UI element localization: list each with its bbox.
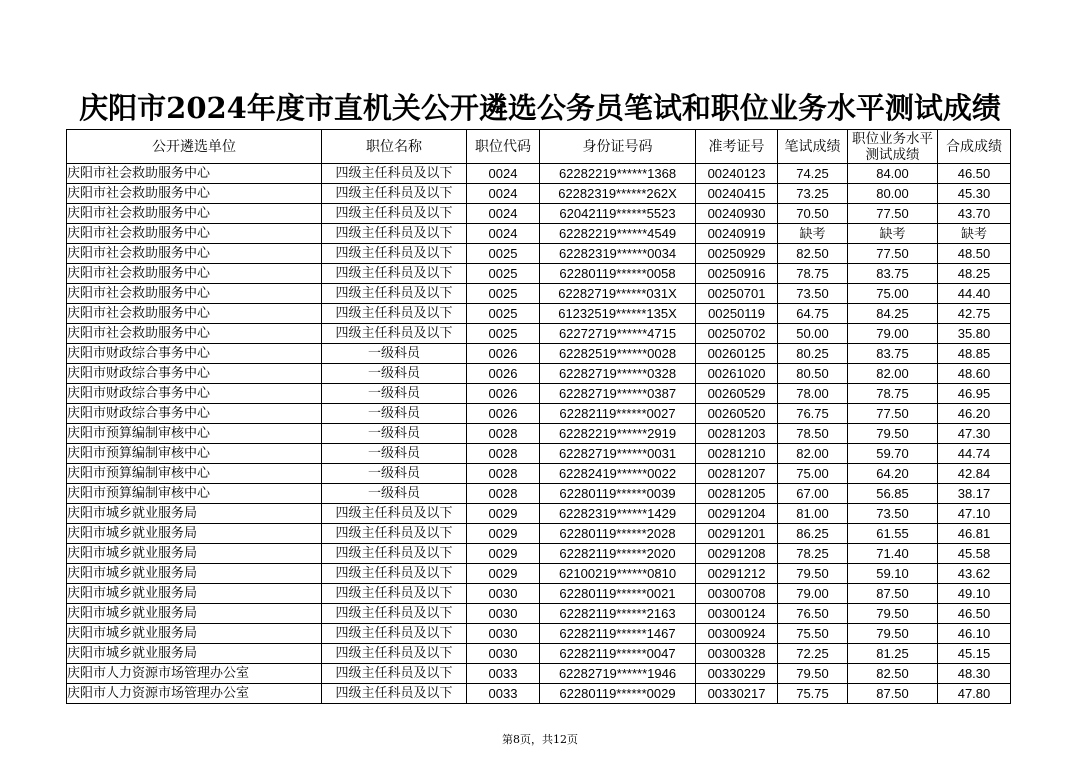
table-row bbox=[67, 184, 1011, 204]
unit-cell: 庆阳市社会救助服务中心 bbox=[67, 284, 322, 304]
table-row bbox=[67, 404, 1011, 424]
position-code-cell: 0024 bbox=[467, 184, 540, 204]
id-number-cell: 62100219******0810 bbox=[540, 564, 696, 584]
written-score-cell: 76.75 bbox=[778, 404, 848, 424]
position-cell: 一级科员 bbox=[322, 484, 467, 504]
table-row bbox=[67, 544, 1011, 564]
ticket-number-cell: 00240930 bbox=[696, 204, 778, 224]
id-number-cell: 62282319******1429 bbox=[540, 504, 696, 524]
ticket-number-cell: 00330229 bbox=[696, 664, 778, 684]
position-code-cell: 0026 bbox=[467, 384, 540, 404]
ticket-number-cell: 00291208 bbox=[696, 544, 778, 564]
table-row bbox=[67, 324, 1011, 344]
position-code-cell: 0030 bbox=[467, 644, 540, 664]
header-written-score: 笔试成绩 bbox=[778, 130, 848, 164]
table-row bbox=[67, 304, 1011, 324]
unit-cell: 庆阳市社会救助服务中心 bbox=[67, 204, 322, 224]
position-cell: 四级主任科员及以下 bbox=[322, 664, 467, 684]
skill-test-score-cell: 87.50 bbox=[848, 584, 938, 604]
skill-test-score-cell: 83.75 bbox=[848, 344, 938, 364]
skill-test-score-cell: 缺考 bbox=[848, 224, 938, 244]
table-row bbox=[67, 584, 1011, 604]
position-code-cell: 0033 bbox=[467, 664, 540, 684]
table-row bbox=[67, 664, 1011, 684]
position-cell: 四级主任科员及以下 bbox=[322, 584, 467, 604]
table-row bbox=[67, 204, 1011, 224]
id-number-cell: 62282419******0022 bbox=[540, 464, 696, 484]
header-id-number: 身份证号码 bbox=[540, 130, 696, 164]
position-code-cell: 0029 bbox=[467, 564, 540, 584]
table-row bbox=[67, 284, 1011, 304]
unit-cell: 庆阳市城乡就业服务局 bbox=[67, 524, 322, 544]
table-row bbox=[67, 684, 1011, 704]
unit-cell: 庆阳市财政综合事务中心 bbox=[67, 364, 322, 384]
combined-score-cell: 46.81 bbox=[938, 524, 1011, 544]
position-code-cell: 0029 bbox=[467, 504, 540, 524]
written-score-cell: 73.25 bbox=[778, 184, 848, 204]
unit-cell: 庆阳市社会救助服务中心 bbox=[67, 184, 322, 204]
unit-cell: 庆阳市城乡就业服务局 bbox=[67, 584, 322, 604]
skill-test-score-cell: 71.40 bbox=[848, 544, 938, 564]
skill-test-score-cell: 82.00 bbox=[848, 364, 938, 384]
id-number-cell: 62272719******4715 bbox=[540, 324, 696, 344]
combined-score-cell: 45.58 bbox=[938, 544, 1011, 564]
table-row bbox=[67, 484, 1011, 504]
unit-cell: 庆阳市财政综合事务中心 bbox=[67, 384, 322, 404]
header-position-code: 职位代码 bbox=[467, 130, 540, 164]
table-row bbox=[67, 564, 1011, 584]
skill-test-score-cell: 87.50 bbox=[848, 684, 938, 704]
combined-score-cell: 44.74 bbox=[938, 444, 1011, 464]
position-cell: 四级主任科员及以下 bbox=[322, 604, 467, 624]
id-number-cell: 62042119******5523 bbox=[540, 204, 696, 224]
position-code-cell: 0026 bbox=[467, 364, 540, 384]
written-score-cell: 80.50 bbox=[778, 364, 848, 384]
position-code-cell: 0033 bbox=[467, 684, 540, 704]
written-score-cell: 70.50 bbox=[778, 204, 848, 224]
position-cell: 四级主任科员及以下 bbox=[322, 684, 467, 704]
position-cell: 四级主任科员及以下 bbox=[322, 324, 467, 344]
unit-cell: 庆阳市预算编制审核中心 bbox=[67, 444, 322, 464]
unit-cell: 庆阳市社会救助服务中心 bbox=[67, 264, 322, 284]
table-row bbox=[67, 224, 1011, 244]
unit-cell: 庆阳市人力资源市场管理办公室 bbox=[67, 684, 322, 704]
position-cell: 四级主任科员及以下 bbox=[322, 204, 467, 224]
skill-test-score-cell: 82.50 bbox=[848, 664, 938, 684]
skill-test-score-cell: 78.75 bbox=[848, 384, 938, 404]
ticket-number-cell: 00250929 bbox=[696, 244, 778, 264]
combined-score-cell: 46.10 bbox=[938, 624, 1011, 644]
written-score-cell: 86.25 bbox=[778, 524, 848, 544]
ticket-number-cell: 00250702 bbox=[696, 324, 778, 344]
combined-score-cell: 48.25 bbox=[938, 264, 1011, 284]
table-row bbox=[67, 264, 1011, 284]
position-code-cell: 0025 bbox=[467, 244, 540, 264]
combined-score-cell: 47.30 bbox=[938, 424, 1011, 444]
written-score-cell: 72.25 bbox=[778, 644, 848, 664]
position-cell: 一级科员 bbox=[322, 464, 467, 484]
skill-test-score-cell: 73.50 bbox=[848, 504, 938, 524]
table-row bbox=[67, 424, 1011, 444]
unit-cell: 庆阳市社会救助服务中心 bbox=[67, 304, 322, 324]
id-number-cell: 62280119******0021 bbox=[540, 584, 696, 604]
ticket-number-cell: 00330217 bbox=[696, 684, 778, 704]
written-score-cell: 78.00 bbox=[778, 384, 848, 404]
position-cell: 四级主任科员及以下 bbox=[322, 624, 467, 644]
unit-cell: 庆阳市社会救助服务中心 bbox=[67, 224, 322, 244]
skill-test-score-cell: 79.50 bbox=[848, 624, 938, 644]
skill-test-score-cell: 77.50 bbox=[848, 244, 938, 264]
combined-score-cell: 48.60 bbox=[938, 364, 1011, 384]
combined-score-cell: 47.80 bbox=[938, 684, 1011, 704]
id-number-cell: 62282719******0328 bbox=[540, 364, 696, 384]
written-score-cell: 75.50 bbox=[778, 624, 848, 644]
ticket-number-cell: 00291212 bbox=[696, 564, 778, 584]
skill-test-score-cell: 59.10 bbox=[848, 564, 938, 584]
table-row bbox=[67, 384, 1011, 404]
id-number-cell: 62282119******2163 bbox=[540, 604, 696, 624]
unit-cell: 庆阳市城乡就业服务局 bbox=[67, 564, 322, 584]
combined-score-cell: 35.80 bbox=[938, 324, 1011, 344]
combined-score-cell: 46.50 bbox=[938, 604, 1011, 624]
position-code-cell: 0025 bbox=[467, 264, 540, 284]
written-score-cell: 76.50 bbox=[778, 604, 848, 624]
written-score-cell: 79.00 bbox=[778, 584, 848, 604]
position-code-cell: 0030 bbox=[467, 604, 540, 624]
combined-score-cell: 48.50 bbox=[938, 244, 1011, 264]
written-score-cell: 67.00 bbox=[778, 484, 848, 504]
skill-test-score-cell: 84.25 bbox=[848, 304, 938, 324]
combined-score-cell: 缺考 bbox=[938, 224, 1011, 244]
table-row bbox=[67, 344, 1011, 364]
position-code-cell: 0028 bbox=[467, 484, 540, 504]
ticket-number-cell: 00240919 bbox=[696, 224, 778, 244]
written-score-cell: 82.50 bbox=[778, 244, 848, 264]
skill-test-score-cell: 77.50 bbox=[848, 204, 938, 224]
ticket-number-cell: 00250119 bbox=[696, 304, 778, 324]
table-row bbox=[67, 524, 1011, 544]
ticket-number-cell: 00281207 bbox=[696, 464, 778, 484]
position-cell: 一级科员 bbox=[322, 424, 467, 444]
written-score-cell: 缺考 bbox=[778, 224, 848, 244]
combined-score-cell: 47.10 bbox=[938, 504, 1011, 524]
combined-score-cell: 45.30 bbox=[938, 184, 1011, 204]
table-row bbox=[67, 624, 1011, 644]
position-code-cell: 0026 bbox=[467, 344, 540, 364]
position-code-cell: 0028 bbox=[467, 444, 540, 464]
unit-cell: 庆阳市预算编制审核中心 bbox=[67, 464, 322, 484]
combined-score-cell: 42.84 bbox=[938, 464, 1011, 484]
written-score-cell: 80.25 bbox=[778, 344, 848, 364]
ticket-number-cell: 00260529 bbox=[696, 384, 778, 404]
skill-test-score-cell: 77.50 bbox=[848, 404, 938, 424]
position-code-cell: 0025 bbox=[467, 304, 540, 324]
position-code-cell: 0029 bbox=[467, 524, 540, 544]
position-cell: 一级科员 bbox=[322, 364, 467, 384]
unit-cell: 庆阳市预算编制审核中心 bbox=[67, 484, 322, 504]
header-ticket-number: 准考证号 bbox=[696, 130, 778, 164]
written-score-cell: 78.75 bbox=[778, 264, 848, 284]
table-row bbox=[67, 644, 1011, 664]
combined-score-cell: 46.95 bbox=[938, 384, 1011, 404]
position-cell: 一级科员 bbox=[322, 404, 467, 424]
header-position: 职位名称 bbox=[322, 130, 467, 164]
table-row bbox=[67, 464, 1011, 484]
written-score-cell: 79.50 bbox=[778, 664, 848, 684]
id-number-cell: 62282219******2919 bbox=[540, 424, 696, 444]
ticket-number-cell: 00291201 bbox=[696, 524, 778, 544]
combined-score-cell: 48.85 bbox=[938, 344, 1011, 364]
position-code-cell: 0025 bbox=[467, 284, 540, 304]
id-number-cell: 61232519******135X bbox=[540, 304, 696, 324]
header-combined-score: 合成成绩 bbox=[938, 130, 1011, 164]
unit-cell: 庆阳市财政综合事务中心 bbox=[67, 404, 322, 424]
position-cell: 四级主任科员及以下 bbox=[322, 224, 467, 244]
combined-score-cell: 43.70 bbox=[938, 204, 1011, 224]
unit-cell: 庆阳市社会救助服务中心 bbox=[67, 244, 322, 264]
skill-test-score-cell: 79.50 bbox=[848, 604, 938, 624]
results-table bbox=[66, 129, 1011, 704]
written-score-cell: 78.50 bbox=[778, 424, 848, 444]
skill-test-score-cell: 64.20 bbox=[848, 464, 938, 484]
id-number-cell: 62282219******4549 bbox=[540, 224, 696, 244]
id-number-cell: 62282119******2020 bbox=[540, 544, 696, 564]
ticket-number-cell: 00261020 bbox=[696, 364, 778, 384]
unit-cell: 庆阳市财政综合事务中心 bbox=[67, 344, 322, 364]
position-cell: 四级主任科员及以下 bbox=[322, 184, 467, 204]
id-number-cell: 62280119******0058 bbox=[540, 264, 696, 284]
unit-cell: 庆阳市社会救助服务中心 bbox=[67, 324, 322, 344]
written-score-cell: 75.75 bbox=[778, 684, 848, 704]
position-code-cell: 0028 bbox=[467, 464, 540, 484]
position-cell: 四级主任科员及以下 bbox=[322, 524, 467, 544]
header-unit: 公开遴选单位 bbox=[67, 130, 322, 164]
ticket-number-cell: 00250916 bbox=[696, 264, 778, 284]
position-code-cell: 0024 bbox=[467, 164, 540, 184]
table-row bbox=[67, 244, 1011, 264]
position-cell: 四级主任科员及以下 bbox=[322, 264, 467, 284]
skill-test-score-cell: 80.00 bbox=[848, 184, 938, 204]
id-number-cell: 62280119******2028 bbox=[540, 524, 696, 544]
table-row bbox=[67, 504, 1011, 524]
written-score-cell: 78.25 bbox=[778, 544, 848, 564]
ticket-number-cell: 00281203 bbox=[696, 424, 778, 444]
header-skill-test-score: 职位业务水平测试成绩 bbox=[848, 130, 938, 164]
skill-test-score-cell: 83.75 bbox=[848, 264, 938, 284]
position-cell: 四级主任科员及以下 bbox=[322, 564, 467, 584]
position-cell: 四级主任科员及以下 bbox=[322, 304, 467, 324]
skill-test-score-cell: 81.25 bbox=[848, 644, 938, 664]
id-number-cell: 62282119******0027 bbox=[540, 404, 696, 424]
id-number-cell: 62282719******0387 bbox=[540, 384, 696, 404]
table-row bbox=[67, 164, 1011, 184]
position-code-cell: 0029 bbox=[467, 544, 540, 564]
id-number-cell: 62282119******0047 bbox=[540, 644, 696, 664]
position-cell: 一级科员 bbox=[322, 444, 467, 464]
combined-score-cell: 46.20 bbox=[938, 404, 1011, 424]
written-score-cell: 79.50 bbox=[778, 564, 848, 584]
id-number-cell: 62282719******1946 bbox=[540, 664, 696, 684]
unit-cell: 庆阳市城乡就业服务局 bbox=[67, 544, 322, 564]
id-number-cell: 62282519******0028 bbox=[540, 344, 696, 364]
ticket-number-cell: 00281205 bbox=[696, 484, 778, 504]
ticket-number-cell: 00300924 bbox=[696, 624, 778, 644]
table-row bbox=[67, 444, 1011, 464]
ticket-number-cell: 00240415 bbox=[696, 184, 778, 204]
written-score-cell: 81.00 bbox=[778, 504, 848, 524]
document-title: 庆阳市2024年度市直机关公开遴选公务员笔试和职位业务水平测试成绩 bbox=[79, 91, 1001, 125]
id-number-cell: 62280119******0039 bbox=[540, 484, 696, 504]
id-number-cell: 62282719******0031 bbox=[540, 444, 696, 464]
combined-score-cell: 38.17 bbox=[938, 484, 1011, 504]
id-number-cell: 62282319******0034 bbox=[540, 244, 696, 264]
position-cell: 四级主任科员及以下 bbox=[322, 644, 467, 664]
unit-cell: 庆阳市城乡就业服务局 bbox=[67, 644, 322, 664]
written-score-cell: 75.00 bbox=[778, 464, 848, 484]
page-footer: 第8页，共12页 bbox=[502, 733, 578, 746]
combined-score-cell: 44.40 bbox=[938, 284, 1011, 304]
combined-score-cell: 42.75 bbox=[938, 304, 1011, 324]
position-cell: 四级主任科员及以下 bbox=[322, 244, 467, 264]
combined-score-cell: 49.10 bbox=[938, 584, 1011, 604]
skill-test-score-cell: 59.70 bbox=[848, 444, 938, 464]
position-code-cell: 0026 bbox=[467, 404, 540, 424]
unit-cell: 庆阳市城乡就业服务局 bbox=[67, 504, 322, 524]
ticket-number-cell: 00281210 bbox=[696, 444, 778, 464]
position-code-cell: 0025 bbox=[467, 324, 540, 344]
skill-test-score-cell: 61.55 bbox=[848, 524, 938, 544]
position-cell: 一级科员 bbox=[322, 344, 467, 364]
ticket-number-cell: 00240123 bbox=[696, 164, 778, 184]
id-number-cell: 62282319******262X bbox=[540, 184, 696, 204]
skill-test-score-cell: 75.00 bbox=[848, 284, 938, 304]
combined-score-cell: 48.30 bbox=[938, 664, 1011, 684]
position-cell: 四级主任科员及以下 bbox=[322, 504, 467, 524]
combined-score-cell: 46.50 bbox=[938, 164, 1011, 184]
position-cell: 四级主任科员及以下 bbox=[322, 164, 467, 184]
position-cell: 四级主任科员及以下 bbox=[322, 284, 467, 304]
unit-cell: 庆阳市人力资源市场管理办公室 bbox=[67, 664, 322, 684]
table-body bbox=[67, 164, 1011, 704]
ticket-number-cell: 00260125 bbox=[696, 344, 778, 364]
position-code-cell: 0028 bbox=[467, 424, 540, 444]
ticket-number-cell: 00300328 bbox=[696, 644, 778, 664]
written-score-cell: 64.75 bbox=[778, 304, 848, 324]
position-cell: 一级科员 bbox=[322, 384, 467, 404]
table-row bbox=[67, 364, 1011, 384]
position-code-cell: 0024 bbox=[467, 224, 540, 244]
skill-test-score-cell: 56.85 bbox=[848, 484, 938, 504]
ticket-number-cell: 00250701 bbox=[696, 284, 778, 304]
position-code-cell: 0024 bbox=[467, 204, 540, 224]
id-number-cell: 62282719******031X bbox=[540, 284, 696, 304]
unit-cell: 庆阳市预算编制审核中心 bbox=[67, 424, 322, 444]
ticket-number-cell: 00291204 bbox=[696, 504, 778, 524]
table-header-row bbox=[67, 130, 1011, 164]
position-cell: 四级主任科员及以下 bbox=[322, 544, 467, 564]
combined-score-cell: 45.15 bbox=[938, 644, 1011, 664]
id-number-cell: 62280119******0029 bbox=[540, 684, 696, 704]
written-score-cell: 74.25 bbox=[778, 164, 848, 184]
written-score-cell: 73.50 bbox=[778, 284, 848, 304]
skill-test-score-cell: 84.00 bbox=[848, 164, 938, 184]
id-number-cell: 62282219******1368 bbox=[540, 164, 696, 184]
combined-score-cell: 43.62 bbox=[938, 564, 1011, 584]
table-row bbox=[67, 604, 1011, 624]
unit-cell: 庆阳市社会救助服务中心 bbox=[67, 164, 322, 184]
id-number-cell: 62282119******1467 bbox=[540, 624, 696, 644]
ticket-number-cell: 00260520 bbox=[696, 404, 778, 424]
written-score-cell: 82.00 bbox=[778, 444, 848, 464]
skill-test-score-cell: 79.00 bbox=[848, 324, 938, 344]
unit-cell: 庆阳市城乡就业服务局 bbox=[67, 624, 322, 644]
position-code-cell: 0030 bbox=[467, 584, 540, 604]
unit-cell: 庆阳市城乡就业服务局 bbox=[67, 604, 322, 624]
written-score-cell: 50.00 bbox=[778, 324, 848, 344]
ticket-number-cell: 00300708 bbox=[696, 584, 778, 604]
skill-test-score-cell: 79.50 bbox=[848, 424, 938, 444]
ticket-number-cell: 00300124 bbox=[696, 604, 778, 624]
position-code-cell: 0030 bbox=[467, 624, 540, 644]
